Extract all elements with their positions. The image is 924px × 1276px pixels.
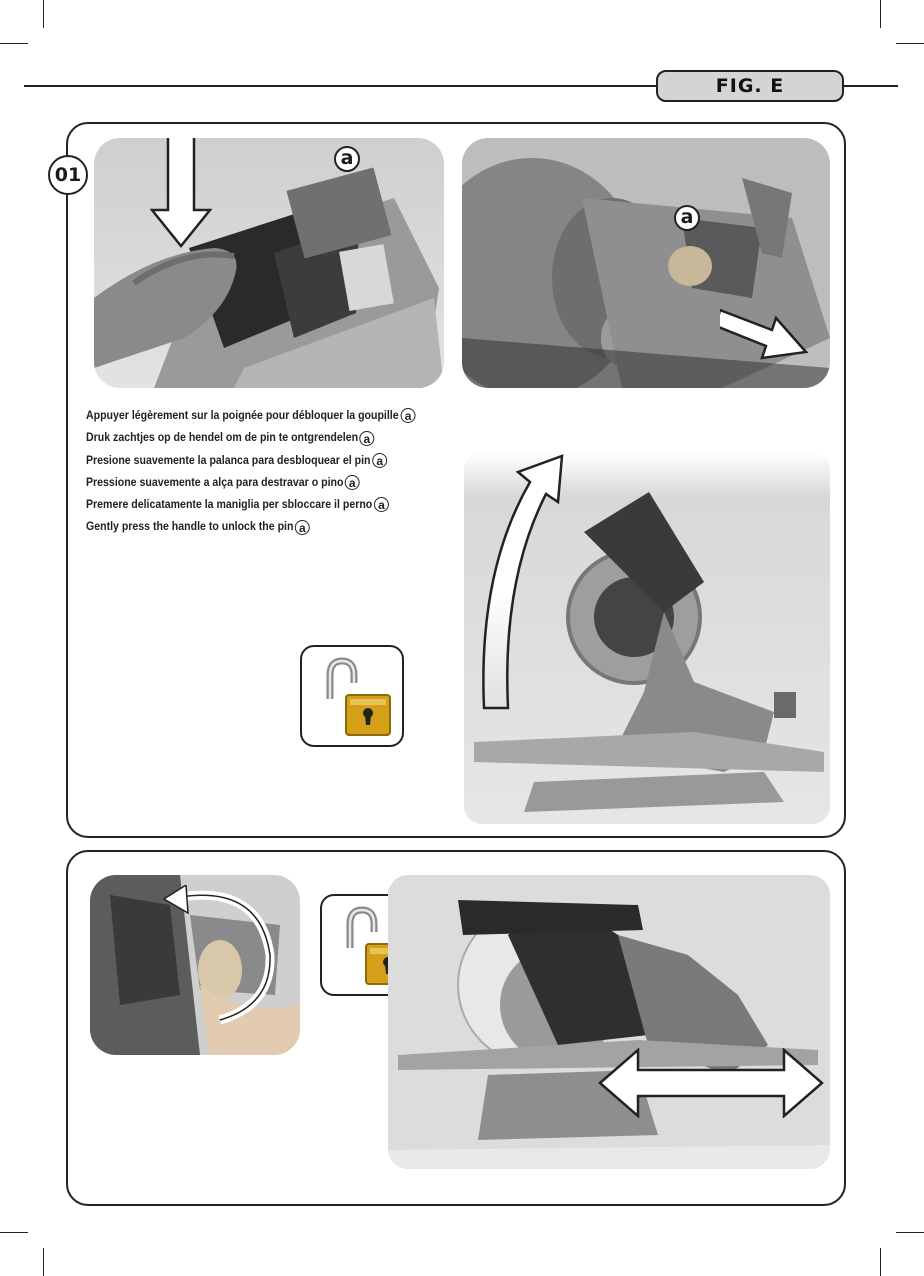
crop-mark (0, 43, 28, 44)
instruction-it: Premere delicatamente la maniglia per sbloccare il perno a (86, 493, 396, 515)
unlock-box (300, 645, 404, 747)
curved-arrow-up-icon (478, 452, 588, 712)
callout-ref-a: a (374, 497, 389, 512)
crop-mark (43, 1248, 44, 1276)
callout-ref-a: a (345, 475, 360, 490)
instruction-fr: Appuyer légèrement sur la poignée pour débloquer la goupille a (86, 404, 396, 426)
instruction-es: Presione suavemente la palanca para desbloquear el pin a (86, 449, 396, 471)
instruction-en: Gently press the handle to unlock the pin a (86, 515, 396, 537)
figure-label: FIG. E (656, 70, 844, 102)
padlock-open-icon (302, 647, 402, 745)
crop-mark (896, 43, 924, 44)
photo-press-handle (94, 138, 444, 388)
rotate-arrow-icon (150, 885, 275, 1025)
header-rule-right (842, 85, 898, 87)
instruction-nl: Druk zachtjes op de hendel om de pin te ontgrendelen a (86, 426, 396, 448)
arrow-right-icon (720, 282, 810, 362)
callout-a: a (334, 146, 360, 172)
callout-ref-a: a (360, 431, 375, 446)
step-number-badge: 01 (48, 155, 88, 195)
crop-mark (896, 1232, 924, 1233)
callout-ref-a: a (400, 408, 415, 423)
callout-a: a (674, 205, 700, 231)
instruction-pt: Pressione suavemente a alça para destravar o pino a (86, 471, 396, 493)
crop-mark (880, 1248, 881, 1276)
crop-mark (880, 0, 881, 28)
crop-mark (43, 0, 44, 28)
crop-mark (0, 1232, 28, 1233)
instruction-list (86, 404, 446, 538)
callout-ref-a: a (372, 453, 387, 468)
arrow-down-icon (150, 138, 212, 248)
photo-saw-slide (388, 875, 830, 1169)
header-rule-left (24, 85, 658, 87)
double-arrow-horizontal-icon (598, 1048, 824, 1118)
callout-ref-a: a (295, 520, 310, 535)
